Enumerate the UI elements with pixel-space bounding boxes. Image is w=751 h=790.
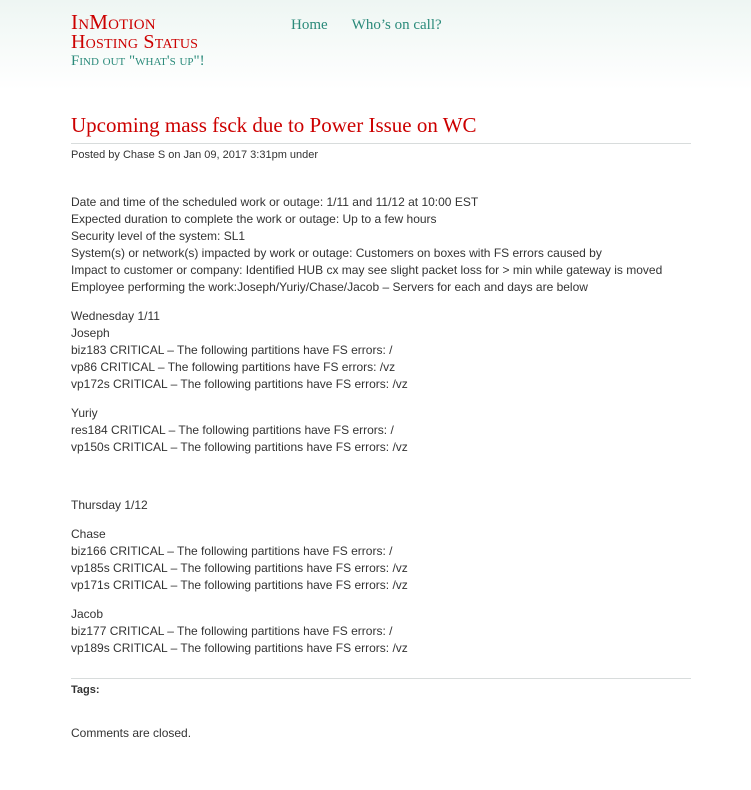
intro-line: Employee performing the work:Joseph/Yuriy/Chase/Jacob – Servers for each and days are below	[71, 280, 588, 294]
thursday-chase-block	[71, 526, 711, 594]
site-tagline: Find out "what's up"!	[71, 53, 205, 69]
spacer	[71, 468, 711, 497]
comments-closed-text: Comments are closed.	[71, 726, 192, 740]
wednesday-yuriy-block	[71, 405, 711, 456]
server-line: res184 CRITICAL – The following partitions have FS errors: /	[71, 423, 394, 437]
server-line: vp150s CRITICAL – The following partitions have FS errors: /vz	[71, 440, 408, 454]
content-divider	[71, 678, 691, 679]
title-divider	[71, 143, 691, 144]
server-line: vp172s CRITICAL – The following partitions have FS errors: /vz	[71, 377, 408, 391]
thursday-heading-block	[71, 497, 711, 514]
intro-line: Impact to customer or company: Identified HUB cx may see slight packet loss for > min while gateway is moved	[71, 263, 663, 277]
intro-line: System(s) or network(s) impacted by work or outage: Customers on boxes with FS errors caused by	[71, 246, 602, 260]
thursday-jacob-block	[71, 606, 711, 657]
day-heading: Thursday 1/12	[71, 498, 148, 512]
employee-name: Jacob	[71, 607, 104, 621]
server-line: biz177 CRITICAL – The following partitions have FS errors: /	[71, 624, 393, 638]
post-meta: Posted by Chase S on Jan 09, 2017 3:31pm under	[71, 149, 319, 161]
server-line: vp189s CRITICAL – The following partitions have FS errors: /vz	[71, 641, 408, 655]
intro-block	[71, 194, 711, 296]
post-title[interactable]: Upcoming mass fsck due to Power Issue on WC	[71, 113, 477, 137]
intro-line: Expected duration to complete the work or outage: Up to a few hours	[71, 212, 437, 226]
server-line: vp171s CRITICAL – The following partitions have FS errors: /vz	[71, 578, 408, 592]
server-line: biz166 CRITICAL – The following partitions have FS errors: /	[71, 544, 393, 558]
employee-name: Yuriy	[71, 406, 98, 420]
intro-line: Date and time of the scheduled work or outage: 1/11 and 11/12 at 10:00 EST	[71, 195, 479, 209]
nav-home-link[interactable]: Home	[291, 17, 328, 33]
main-nav	[291, 17, 442, 34]
server-line: vp185s CRITICAL – The following partitions have FS errors: /vz	[71, 561, 408, 575]
employee-name: Joseph	[71, 326, 110, 340]
server-line: vp86 CRITICAL – The following partitions have FS errors: /vz	[71, 360, 396, 374]
day-heading: Wednesday 1/11	[71, 309, 160, 323]
server-line: biz183 CRITICAL – The following partitions have FS errors: /	[71, 343, 393, 357]
site-title[interactable]	[71, 12, 198, 52]
tags-label: Tags:	[71, 684, 100, 696]
site-title-line1[interactable]: InMotion	[71, 10, 156, 34]
post-content	[71, 194, 711, 669]
site-title-line2[interactable]: Hosting Status	[71, 31, 199, 53]
wednesday-joseph-block	[71, 308, 711, 393]
intro-line: Security level of the system: SL1	[71, 229, 246, 243]
employee-name: Chase	[71, 527, 106, 541]
nav-whos-on-call-link[interactable]: Who’s on call?	[351, 17, 442, 33]
